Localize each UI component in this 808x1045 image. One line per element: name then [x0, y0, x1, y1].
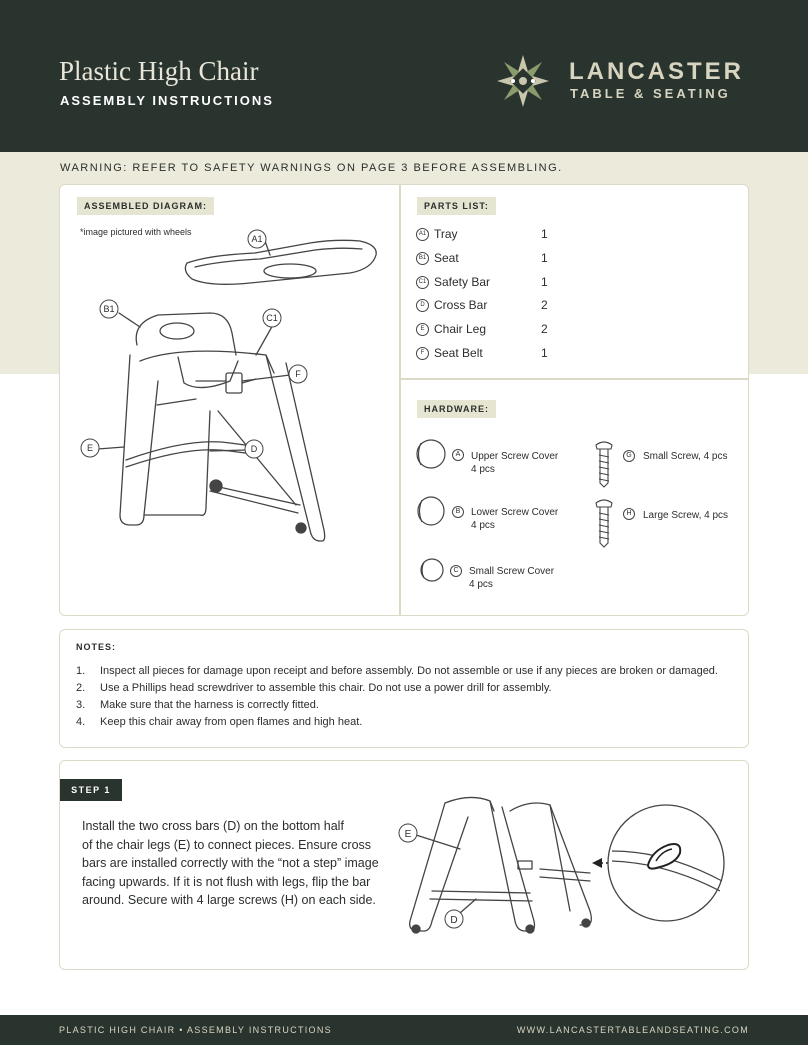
callout-c1-label: C1 — [266, 313, 278, 323]
step-instruction-line: Install the two cross bars (D) on the bottom half — [82, 819, 344, 833]
step-instruction-line: facing upwards. If it is not flush with legs, flip the bar — [82, 875, 371, 889]
part-name: Cross Bar — [434, 298, 488, 312]
step-callout-e-label: E — [404, 829, 412, 840]
small-screw-icon — [596, 442, 612, 449]
part-code: C1 — [416, 276, 429, 289]
part-qty: 1 — [541, 275, 548, 289]
note-number: 2. — [76, 682, 86, 694]
callout-e-label: E — [86, 443, 94, 453]
part-code: B1 — [416, 252, 429, 265]
hardware-code: C — [450, 565, 462, 577]
hardware-name: Lower Screw Cover — [471, 507, 559, 518]
footer-document-title: PLASTIC HIGH CHAIR • ASSEMBLY INSTRUCTIONS — [59, 1025, 332, 1035]
note-text: Keep this chair away from open flames and high heat. — [100, 716, 363, 728]
notes-panel — [59, 629, 749, 748]
diagram-parts-panel — [59, 184, 749, 616]
note-text: Inspect all pieces for damage upon receipt and before assembly. Do not assemble or use if any pieces are broken or damaged. — [100, 665, 718, 677]
part-name: Safety Bar — [434, 275, 491, 289]
hardware-name: Large Screw, 4 pcs — [643, 510, 729, 521]
hardware-qty: 4 pcs — [471, 464, 495, 475]
callout-d-label: D — [250, 444, 258, 454]
part-qty: 2 — [541, 298, 548, 312]
large-screw-icon — [596, 500, 612, 507]
footer-website-link[interactable]: WWW.LANCASTERTABLEANDSEATING.COM — [516, 1025, 749, 1035]
hardware-name: Small Screw, 4 pcs — [643, 451, 728, 462]
hardware-qty: 4 pcs — [469, 579, 493, 590]
step-instruction-line: around. Secure with 4 large screws (H) on each side. — [82, 893, 376, 907]
image-note: *image pictured with wheels — [80, 227, 192, 237]
part-name: Seat Belt — [434, 346, 483, 360]
part-qty: 1 — [541, 346, 548, 360]
step-instruction-line: of the chair legs (E) to connect pieces. Ensure cross — [82, 838, 372, 852]
part-name: Seat — [434, 251, 459, 265]
brand-name: LANCASTER — [569, 58, 744, 85]
parts-list-heading: PARTS LIST: — [417, 197, 496, 215]
panel-divider-horizontal — [400, 378, 748, 380]
brand-tagline: TABLE & SEATING — [570, 86, 731, 101]
note-number: 4. — [76, 716, 86, 728]
step-1-diagram — [390, 781, 730, 961]
note-number: 1. — [76, 665, 86, 677]
part-code: E — [416, 323, 429, 336]
note-number: 3. — [76, 699, 86, 711]
part-qty: 2 — [541, 322, 548, 336]
hardware-code: G — [623, 450, 635, 462]
hardware-code: B — [452, 506, 464, 518]
document-subtitle: ASSEMBLY INSTRUCTIONS — [60, 93, 274, 108]
step-label: STEP 1 — [60, 779, 122, 801]
detail-zoom-icon — [608, 805, 724, 921]
hardware-heading: HARDWARE: — [417, 400, 496, 418]
assembled-chair-diagram — [60, 185, 399, 615]
part-name: Chair Leg — [434, 322, 487, 336]
part-code: F — [416, 347, 429, 360]
callout-f-label: F — [295, 369, 301, 379]
part-qty: 1 — [541, 251, 548, 265]
callout-a1-label: A1 — [251, 234, 263, 244]
star-logo-icon — [496, 54, 550, 108]
part-code: D — [416, 299, 429, 312]
safety-warning: WARNING: REFER TO SAFETY WARNINGS ON PAGE 3 BEFORE ASSEMBLING. — [60, 162, 563, 174]
step-instruction-line: bars are installed correctly with the “not a step” image — [82, 856, 379, 870]
page-footer — [0, 1015, 808, 1045]
part-qty: 1 — [541, 227, 548, 241]
hardware-qty: 4 pcs — [471, 520, 495, 531]
step-callout-d-label: D — [450, 915, 458, 926]
hardware-code: H — [623, 508, 635, 520]
screw-drawings — [593, 439, 615, 551]
notes-heading: NOTES: — [76, 642, 117, 652]
panel-divider-vertical — [399, 185, 401, 615]
hardware-code: A — [452, 449, 464, 461]
assembled-diagram-heading: ASSEMBLED DIAGRAM: — [77, 197, 214, 215]
upper-screw-cover-icon — [417, 440, 445, 468]
part-code: A1 — [416, 228, 429, 241]
part-name: Tray — [434, 227, 458, 241]
hardware-name: Upper Screw Cover — [471, 451, 559, 462]
document-title: Plastic High Chair — [59, 56, 259, 86]
callout-b1-label: B1 — [103, 304, 115, 314]
hardware-name: Small Screw Cover — [469, 566, 555, 577]
note-text: Make sure that the harness is correctly fitted. — [100, 699, 319, 711]
note-text: Use a Phillips head screwdriver to assemble this chair. Do not use a power drill for assembly. — [100, 682, 552, 694]
step-1-panel — [59, 760, 749, 970]
